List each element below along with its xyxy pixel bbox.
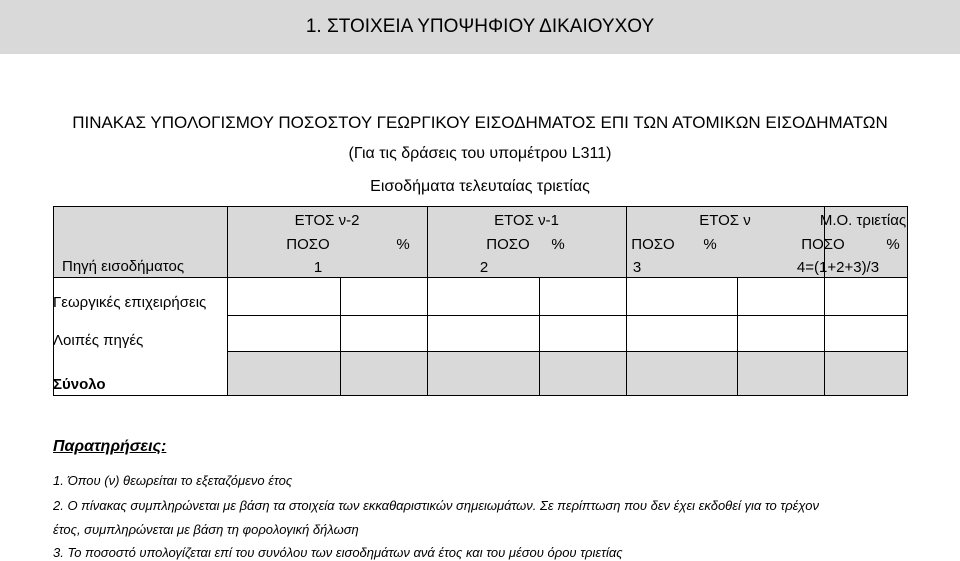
period-caption: Εισοδήματα τελευταίας τριετίας <box>370 178 590 195</box>
cell-other-avg[interactable] <box>824 315 908 351</box>
note-2: 2. Ο πίνακας συμπληρώνεται με βάση τα στοιχεία των εκκαθαριστικών σημειωμάτων. Σε περίπτωση που δεν έχει εκδοθεί για το τρέχον <box>53 498 819 513</box>
section-header-banner <box>0 0 960 54</box>
cell-other-year2[interactable] <box>427 315 626 351</box>
note-3: 3. Το ποσοστό υπολογίζεται επί του συνόλου των εισοδημάτων ανά έτος και του μέσου όρου τριετίας <box>53 545 623 560</box>
note-2-continued: έτος, συμπληρώνεται με βάση τη φορολογική δήλωση <box>53 522 359 537</box>
cell-agri-year2[interactable] <box>427 277 626 315</box>
column-number-1: 1 <box>313 258 323 276</box>
year-header-n-1: ΕΤΟΣ ν-1 <box>494 211 559 229</box>
income-table <box>53 206 908 396</box>
table-subtitle: (Για τις δράσεις του υπομέτρου L311) <box>348 145 612 162</box>
amount-label-3: ΠΟΣΟ <box>631 235 675 253</box>
percent-label-3: % <box>703 235 717 253</box>
section-title: 1. ΣΤΟΙΧΕΙΑ ΥΠΟΨΗΦΙΟΥ ΔΙΚΑΙΟΥΧΟΥ <box>305 16 655 37</box>
cell-other-year1[interactable] <box>227 315 427 351</box>
row-label-other-sources: Λοιπές πηγές <box>53 332 144 349</box>
row-label-total: Σύνολο <box>53 376 106 393</box>
cell-other-year3[interactable] <box>626 315 824 351</box>
source-header: Πηγή εισοδήματος <box>62 258 185 275</box>
column-number-2: 2 <box>479 258 489 276</box>
amount-label-4: ΠΟΣΟ <box>801 235 845 253</box>
cell-agri-year3[interactable] <box>626 277 824 315</box>
column-number-3: 3 <box>632 258 642 276</box>
note-1: 1. Όπου (ν) θεωρείται το εξεταζόμενο έτος <box>53 473 293 488</box>
cell-agri-avg[interactable] <box>824 277 908 315</box>
cell-agri-year1[interactable] <box>227 277 427 315</box>
row-label-agricultural: Γεωργικές επιχειρήσεις <box>53 294 207 311</box>
year-header-n-2: ΕΤΟΣ ν-2 <box>294 211 360 229</box>
amount-label-2: ΠΟΣΟ <box>486 235 530 253</box>
year-header-average: Μ.Ο. τριετίας <box>819 211 907 229</box>
notes-title: Παρατηρήσεις: <box>53 438 167 455</box>
percent-label-1: % <box>396 235 410 253</box>
amount-label-1: ΠΟΣΟ <box>286 235 330 253</box>
table-title: ΠΙΝΑΚΑΣ ΥΠΟΛΟΓΙΣΜΟΥ ΠΟΣΟΣΤΟΥ ΓΕΩΡΓΙΚΟΥ ΕΙΣΟΔΗΜΑΤΟΣ ΕΠΙ ΤΩΝ ΑΤΟΜΙΚΩΝ ΕΙΣΟΔΗΜΑΤΩΝ <box>72 113 888 132</box>
percent-label-2: % <box>551 235 565 253</box>
year-header-n: ΕΤΟΣ ν <box>699 211 751 229</box>
percent-label-4: % <box>886 235 900 253</box>
column-number-4: 4=(1+2+3)/3 <box>796 258 880 276</box>
